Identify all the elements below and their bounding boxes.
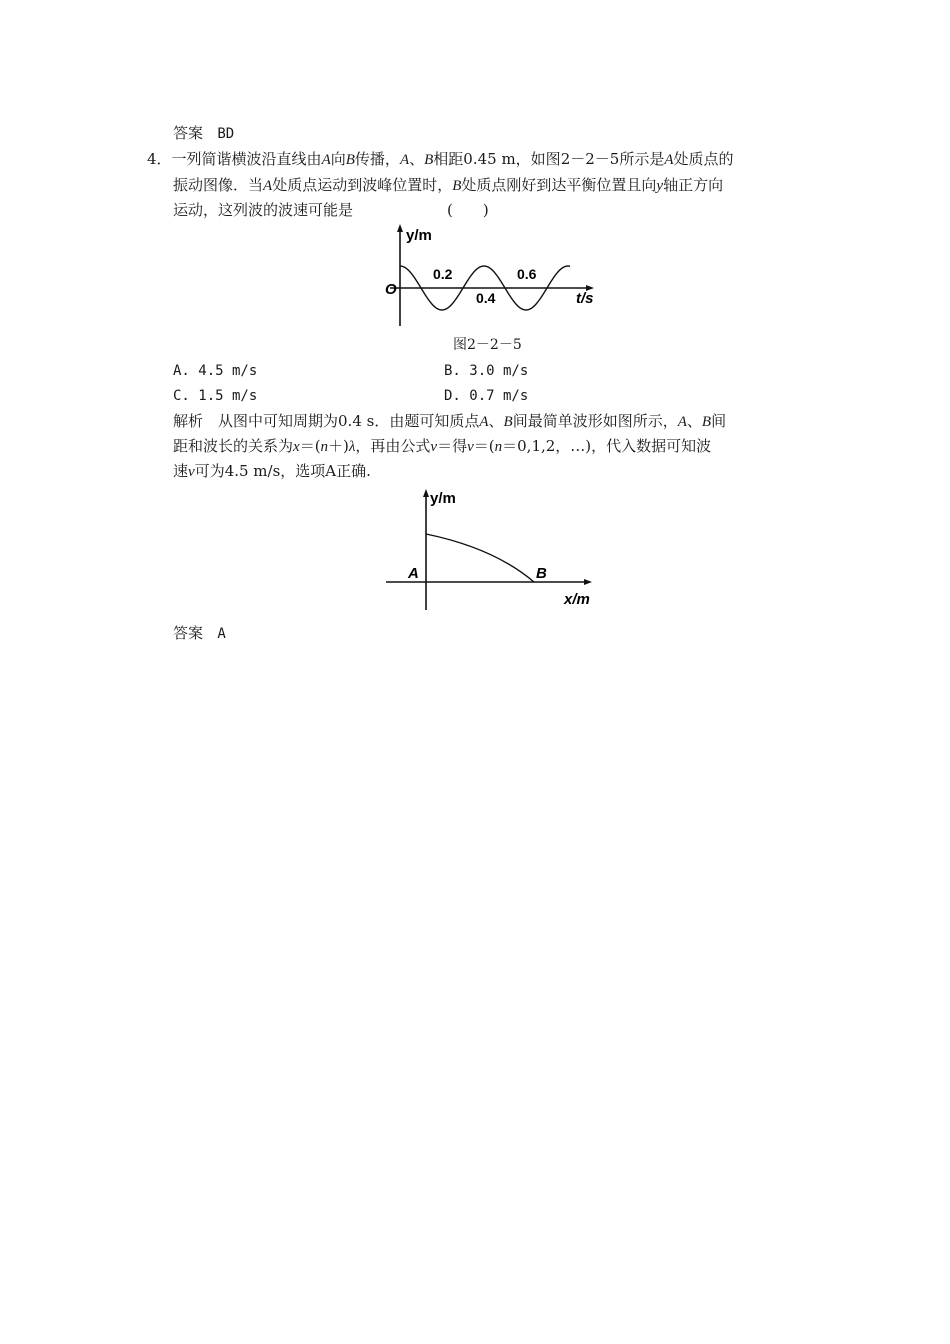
question-text: 运动，这列波的波速可能是	[173, 201, 354, 219]
question-line-2	[173, 175, 723, 196]
analysis-text: 、	[488, 412, 504, 430]
origin-label: O	[385, 281, 397, 298]
point-a-label: A	[408, 565, 419, 582]
var-a: A	[677, 414, 687, 430]
question-text: 振动图像．当	[173, 176, 264, 194]
var-v: v	[188, 464, 195, 480]
x-axis-label: x/m	[564, 591, 590, 608]
question-line-3	[173, 200, 353, 220]
analysis-text: ＝(	[299, 437, 321, 455]
answer-value: BD	[217, 126, 235, 142]
previous-answer	[173, 123, 234, 144]
var-lambda: λ	[348, 439, 356, 455]
analysis-text: 间最简单波形如图所示，	[512, 412, 678, 430]
y-axis-label: y/m	[430, 490, 456, 507]
option-c: C. 1.5 m/s	[173, 388, 258, 404]
question-text: 处质点的	[673, 150, 734, 168]
question-text: 向	[330, 150, 346, 168]
analysis-text: 可为4.5 m/s，选项A正确.	[194, 462, 371, 480]
point-b-label: B	[536, 565, 547, 582]
var-b: B	[503, 414, 513, 430]
question-text: 处质点刚好到达平衡位置且向	[461, 176, 657, 194]
var-b: B	[345, 152, 355, 168]
option-b: B. 3.0 m/s	[444, 363, 529, 379]
analysis-text: ＝0,1,2，…)，代入数据可知波	[502, 437, 712, 455]
question-text: 相距0.45 m，如图2－2－5所示是	[433, 150, 665, 168]
tick-label-0.2: 0.2	[433, 266, 453, 282]
question-text: 传播，	[354, 150, 400, 168]
var-a: A	[263, 178, 273, 194]
var-y: y	[656, 178, 664, 194]
question-number: 4．	[147, 150, 172, 168]
question-text: 轴正方向	[663, 176, 724, 194]
var-n: n	[494, 439, 503, 455]
analysis-text: ＋)	[328, 437, 349, 455]
var-b: B	[452, 178, 462, 194]
option-d: D. 0.7 m/s	[444, 388, 529, 404]
analysis-text: ，再由公式	[355, 437, 431, 455]
analysis-line-3	[173, 461, 371, 482]
figure-caption: 图2－2－5	[453, 337, 522, 353]
var-n: n	[320, 439, 329, 455]
tick-label-0.4: 0.4	[476, 290, 496, 306]
var-a: A	[664, 152, 674, 168]
answer-value: A	[217, 626, 226, 642]
t-axis-label: t/s	[576, 290, 594, 307]
analysis-text: 解析 从图中可知周期为0.4 s．由题可知质点	[173, 412, 480, 430]
var-b: B	[424, 152, 434, 168]
analysis-text: ＝(	[473, 437, 495, 455]
var-a: A	[479, 414, 489, 430]
question-text: 一列简谐横波沿直线由	[171, 150, 322, 168]
waveform-graph	[384, 486, 596, 612]
analysis-text: 速	[173, 462, 189, 480]
question-line-1	[147, 149, 734, 170]
final-answer	[173, 623, 226, 644]
y-axis-arrow	[423, 489, 429, 497]
y-axis-label: y/m	[406, 227, 432, 244]
question-text: 、	[409, 150, 425, 168]
answer-label: 答案	[173, 124, 204, 142]
analysis-line-2	[173, 436, 711, 457]
analysis-text: 、	[686, 412, 702, 430]
analysis-text: 距和波长的关系为	[173, 437, 294, 455]
answer-blank: ( )	[447, 201, 489, 219]
tick-label-0.6: 0.6	[517, 266, 537, 282]
answer-label: 答案	[173, 624, 204, 642]
analysis-line-1	[173, 411, 726, 432]
var-x: x	[293, 439, 300, 455]
analysis-text: ＝得	[437, 437, 468, 455]
question-text: 处质点运动到波峰位置时，	[272, 176, 453, 194]
var-v: v	[430, 439, 438, 455]
y-axis-arrow	[397, 224, 403, 232]
var-a: A	[321, 152, 331, 168]
var-b: B	[701, 414, 712, 430]
waveform-curve	[426, 534, 534, 582]
analysis-text: 间	[711, 412, 727, 430]
vibration-graph	[380, 222, 600, 330]
x-axis-arrow	[584, 579, 592, 585]
var-v: v	[467, 439, 474, 455]
option-a: A. 4.5 m/s	[173, 363, 258, 379]
var-a: A	[399, 152, 410, 168]
